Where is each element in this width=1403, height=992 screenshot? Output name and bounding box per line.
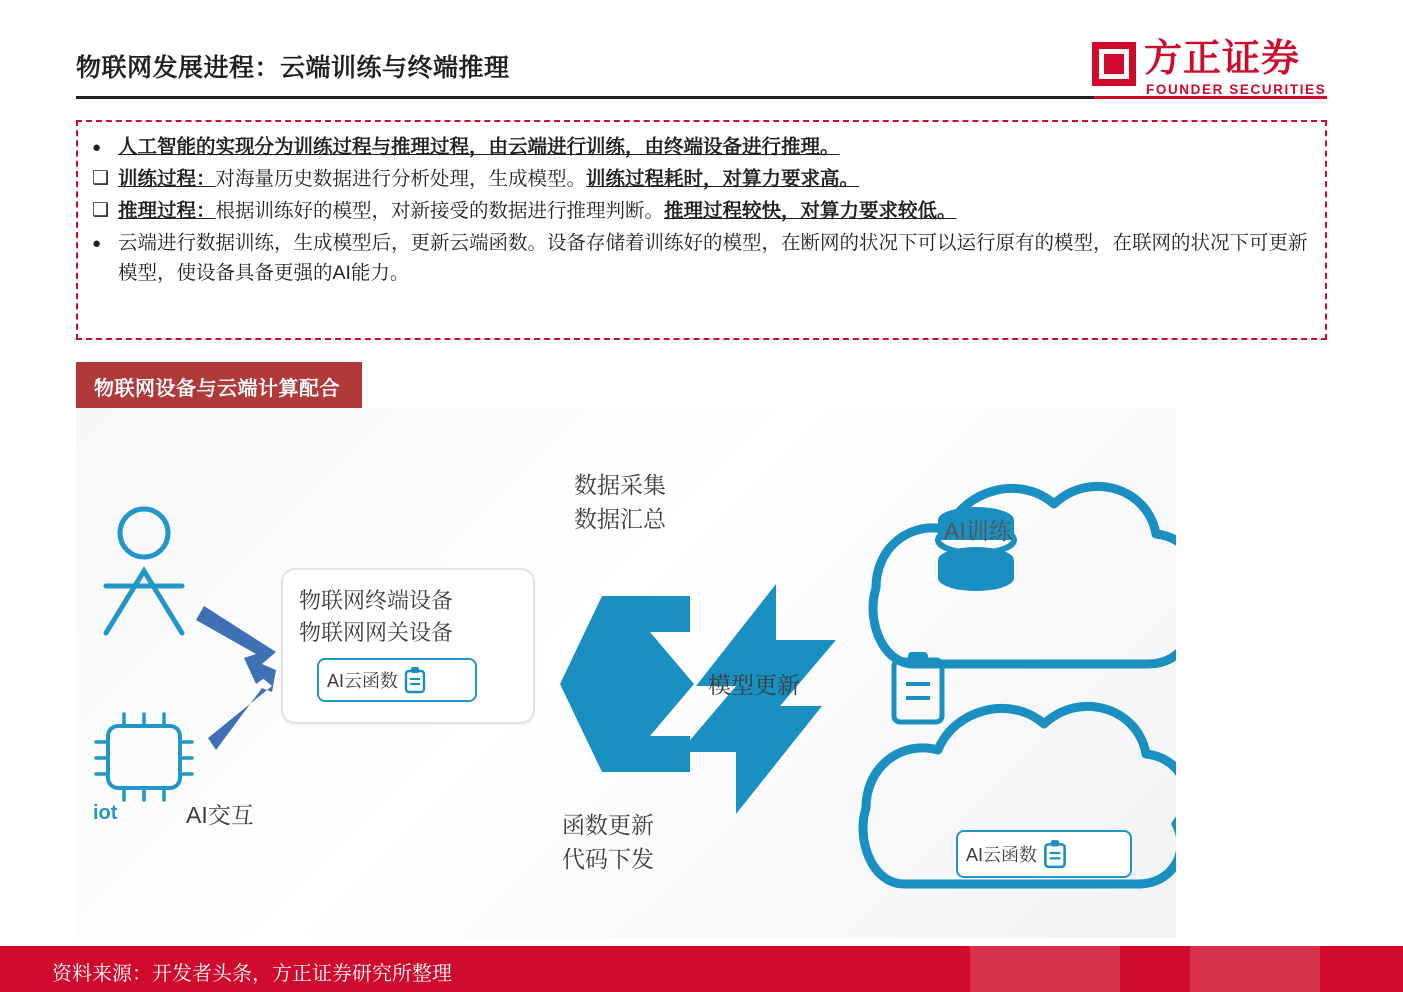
- device-line-1: 物联网终端设备: [299, 588, 454, 613]
- slide-header: [0, 0, 1403, 104]
- bullet-dot-icon: [92, 228, 118, 258]
- bullet-text: [118, 196, 1311, 226]
- bullet-segment: 云端进行数据训练，生成模型后，更新云端函数。设备存储着训练好的模型，在断网的状况下可以运行原有的模型，在联网的状况下可更新模型，使设备具备更强的AI能力。: [118, 232, 1308, 284]
- person-icon: [106, 509, 182, 633]
- bullet-item: [92, 164, 1311, 194]
- bullet-text: [118, 132, 1311, 162]
- cloud-function-label: AI云函数: [966, 845, 1038, 865]
- footer-accent-block: [1190, 946, 1320, 992]
- bullet-text: [118, 228, 1311, 288]
- footer-accent-block: [970, 946, 1120, 992]
- founder-securities-logo: [1092, 38, 1327, 97]
- clipboard-icon: [894, 652, 942, 722]
- title-underline: [76, 96, 1094, 99]
- cloud-top-icon: [873, 486, 1176, 664]
- figure-diagram: [76, 408, 1176, 938]
- bullet-segment: 推理过程较快，对算力要求较低。: [664, 200, 957, 222]
- iot-chip-icon: [96, 714, 192, 800]
- figure-caption-tag: 物联网设备与云端计算配合: [76, 362, 362, 411]
- page-title: 物联网发展进程：云端训练与终端推理: [76, 54, 510, 82]
- logo-english-name: FOUNDER SECURITIES: [1146, 82, 1327, 97]
- iot-chip-label: iot: [93, 802, 118, 824]
- clipboard-icon: [1043, 839, 1067, 869]
- ai-interaction-label: AI交互: [186, 802, 254, 828]
- device-line-2: 物联网网关设备: [299, 620, 454, 645]
- bullet-item: [92, 228, 1311, 288]
- bullet-dot-icon: [92, 132, 118, 162]
- device-cloud-function-label: AI云函数: [327, 671, 399, 691]
- bullet-text: [118, 164, 1311, 194]
- bullet-segment: 对海量历史数据进行分析处理，生成模型。: [215, 168, 587, 190]
- function-update-line-1: 函数更新: [562, 812, 654, 838]
- key-points-box: [76, 120, 1327, 340]
- model-update-label: 模型更新: [708, 672, 800, 698]
- logo-mark-icon: [1092, 42, 1136, 86]
- bullet-square-icon: [92, 196, 118, 225]
- logo-chinese-name: 方正证券: [1144, 38, 1301, 80]
- data-collect-line-1: 数据采集: [574, 472, 666, 498]
- bullet-segment: 推理过程：: [118, 200, 216, 222]
- bullet-segment: 训练过程耗时，对算力要求高。: [586, 168, 860, 190]
- footer-bar: [0, 946, 1403, 992]
- device-cloud-function-pill: [317, 658, 477, 702]
- source-note: 资料来源：开发者头条，方正证券研究所整理: [52, 963, 452, 985]
- arrow-iot-device: [208, 670, 276, 750]
- bullet-segment: 人工智能的实现分为训练过程与推理过程，由云端进行训练，由终端设备进行推理。: [118, 136, 840, 158]
- arrow-person-device: [196, 606, 276, 684]
- function-update-line-2: 代码下发: [562, 846, 654, 872]
- bullet-item: [92, 196, 1311, 226]
- ai-training-label: AI训练: [944, 518, 1012, 544]
- device-box: [281, 568, 535, 724]
- cloud-function-pill: [956, 830, 1132, 878]
- bullet-segment: 根据训练好的模型，对新接受的数据进行推理判断。: [215, 200, 665, 222]
- clipboard-icon: [404, 666, 426, 694]
- data-collect-line-2: 数据汇总: [574, 506, 666, 532]
- bullet-square-icon: [92, 164, 118, 193]
- bullet-item: [92, 132, 1311, 162]
- bullet-segment: 训练过程：: [118, 168, 216, 190]
